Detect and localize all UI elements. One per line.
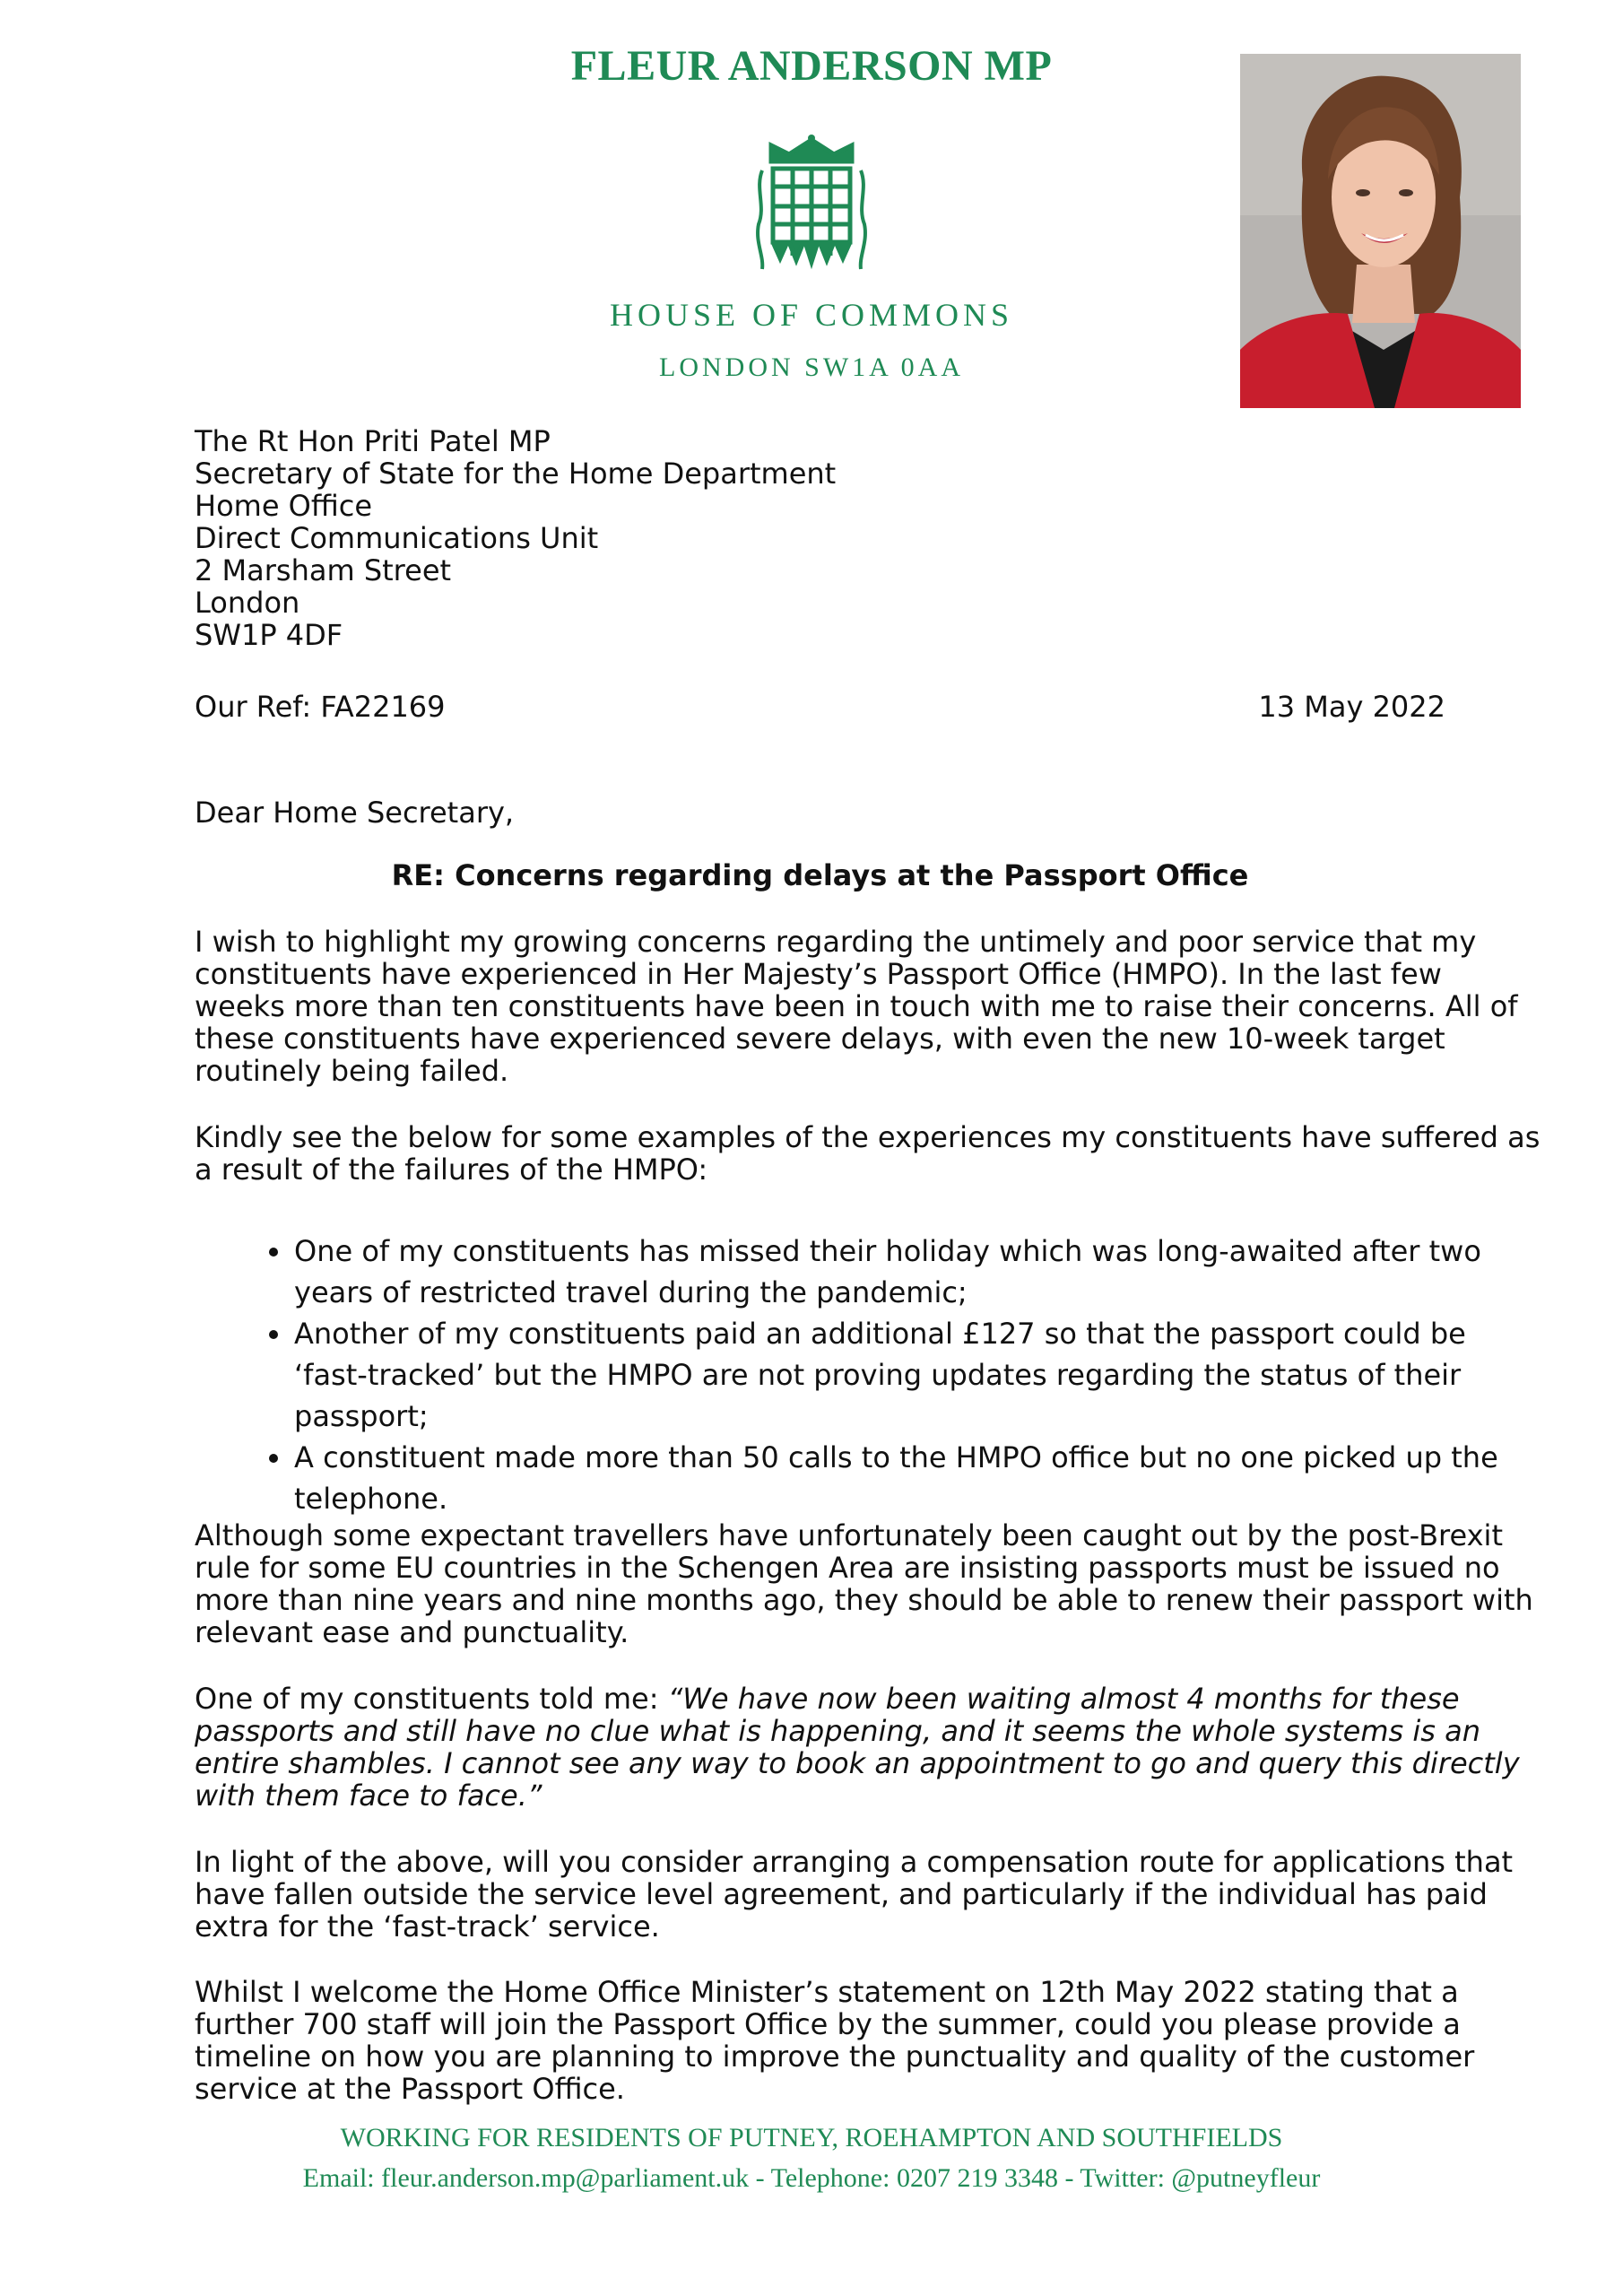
recipient-address-block bbox=[195, 425, 1445, 651]
paragraph-line: a result of the failures of the HMPO: bbox=[195, 1152, 708, 1187]
bullet-line: telephone. bbox=[294, 1482, 448, 1516]
address-line: Home Office bbox=[195, 489, 373, 523]
paragraph-line: I wish to highlight my growing concerns regarding the untimely and poor service that my bbox=[195, 925, 1477, 959]
address-line: Direct Communications Unit bbox=[195, 521, 599, 555]
paragraph-line bbox=[195, 1682, 1460, 1716]
paragraph-schengen bbox=[195, 1518, 1533, 1649]
paragraph-line: Although some expectant travellers have unfortunately been caught out by the post-Brexit bbox=[195, 1518, 1503, 1552]
paragraph-constituent-quote bbox=[195, 1682, 1520, 1813]
letterhead-address: LONDON SW1A 0AA bbox=[659, 352, 964, 382]
portcullis-crest-icon bbox=[753, 135, 870, 274]
bullet-line: passport; bbox=[294, 1399, 429, 1433]
bullet-icon bbox=[269, 1454, 278, 1463]
paragraph-line: these constituents have experienced severe delays, with even the new 10-week target bbox=[195, 1022, 1445, 1056]
salutation: Dear Home Secretary, bbox=[195, 796, 515, 830]
letter-date: 13 May 2022 bbox=[1258, 690, 1445, 724]
house-of-commons-title: HOUSE OF COMMONS bbox=[609, 297, 1014, 333]
paragraph-line: relevant ease and punctuality. bbox=[195, 1615, 629, 1649]
quote-intro: One of my constituents told me: bbox=[195, 1682, 668, 1716]
paragraph-concerns bbox=[195, 925, 1518, 1088]
bullet-icon bbox=[269, 1330, 278, 1339]
bullet-line: One of my constituents has missed their holiday which was long-awaited after two bbox=[294, 1234, 1481, 1268]
list-item bbox=[269, 1231, 1481, 1313]
address-line: 2 Marsham Street bbox=[195, 553, 452, 587]
bullet-line: A constituent made more than 50 calls to the HMPO office but no one picked up the bbox=[294, 1440, 1498, 1474]
paragraph-line: have fallen outside the service level agreement, and particularly if the individual has paid bbox=[195, 1877, 1488, 1911]
quote-line: entire shambles. I cannot see any way to book an appointment to go and query this directly bbox=[195, 1746, 1520, 1780]
bullet-line: years of restricted travel during the pandemic; bbox=[294, 1275, 968, 1309]
paragraph-line: constituents have experienced in Her Majesty’s Passport Office (HMPO). In the last few bbox=[195, 957, 1442, 991]
paragraph-line: routinely being failed. bbox=[195, 1054, 509, 1088]
bullet-line: ‘fast-tracked’ but the HMPO are not proving updates regarding the status of their bbox=[294, 1358, 1462, 1392]
quote-line: passports and still have no clue what is happening, and it seems the whole systems is an bbox=[195, 1714, 1480, 1748]
address-line: Secretary of State for the Home Department bbox=[195, 457, 837, 491]
list-item bbox=[269, 1437, 1498, 1519]
paragraph-line: service at the Passport Office. bbox=[195, 2072, 625, 2106]
bullet-line: Another of my constituents paid an additional £127 so that the passport could be bbox=[294, 1317, 1466, 1351]
paragraph-line: further 700 staff will join the Passport Office by the summer, could you please provide a bbox=[195, 2007, 1461, 2041]
address-line: London bbox=[195, 586, 300, 620]
paragraph-line: weeks more than ten constituents have been in touch with me to raise their concerns. All of bbox=[195, 989, 1518, 1023]
quote-line: with them face to face.” bbox=[195, 1779, 542, 1813]
quote-text: “We have now been waiting almost 4 months for these bbox=[667, 1682, 1460, 1716]
paragraph-timeline-request bbox=[195, 1975, 1475, 2106]
paragraph-line: Whilst I welcome the Home Office Minister’s statement on 12th May 2022 stating that a bbox=[195, 1975, 1459, 2009]
mp-name-heading: FLEUR ANDERSON MP bbox=[570, 42, 1053, 90]
reference-row bbox=[195, 691, 1445, 723]
our-reference: Our Ref: FA22169 bbox=[195, 690, 446, 724]
paragraph-line: timeline on how you are planning to improve the punctuality and quality of the customer bbox=[195, 2039, 1475, 2074]
examples-bullet-list bbox=[269, 1231, 1498, 1519]
letter-subject: RE: Concerns regarding delays at the Passport Office bbox=[391, 858, 1249, 892]
paragraph-line: In light of the above, will you consider arranging a compensation route for applications that bbox=[195, 1845, 1514, 1879]
paragraph-examples-intro bbox=[195, 1120, 1541, 1187]
paragraph-line: rule for some EU countries in the Schengen Area are insisting passports must be issued no bbox=[195, 1551, 1500, 1585]
list-item bbox=[269, 1313, 1466, 1437]
paragraph-compensation bbox=[195, 1845, 1514, 1944]
footer-contact-details: Email: fleur.anderson.mp@parliament.uk - Telephone: 0207 219 3348 - Twitter: @putneyfleur bbox=[302, 2163, 1321, 2193]
bullet-icon bbox=[269, 1248, 278, 1257]
mp-portrait-photo bbox=[1240, 54, 1521, 408]
paragraph-line: more than nine years and nine months ago, they should be able to renew their passport with bbox=[195, 1583, 1533, 1617]
address-line: The Rt Hon Priti Patel MP bbox=[195, 424, 551, 458]
address-line: SW1P 4DF bbox=[195, 618, 343, 652]
footer-constituency: WORKING FOR RESIDENTS OF PUTNEY, ROEHAMPTON AND SOUTHFIELDS bbox=[340, 2123, 1283, 2152]
paragraph-line: Kindly see the below for some examples of the experiences my constituents have suffered as bbox=[195, 1120, 1541, 1154]
paragraph-line: extra for the ‘fast-track’ service. bbox=[195, 1909, 660, 1944]
